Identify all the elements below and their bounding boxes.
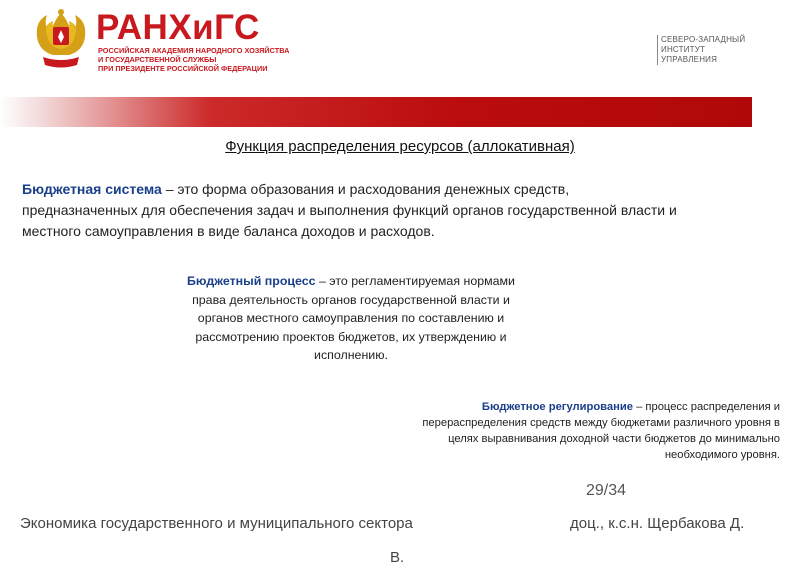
institute-line: УПРАВЛЕНИЯ: [661, 55, 718, 64]
institute-name: [657, 35, 745, 65]
logo-subtitle: [98, 46, 290, 73]
slide-title-text: Функция распределения ресурсов (аллокативная): [225, 138, 575, 155]
footer-author-continued: В.: [390, 549, 405, 566]
slide-title: [0, 138, 800, 155]
term-budget-regulation: Бюджетное регулирование: [481, 401, 633, 413]
term-budget-process: Бюджетный процесс: [187, 274, 316, 288]
budget-system-definition: [22, 179, 682, 242]
footer-course-name: Экономика государственного и муниципального сектора: [20, 515, 413, 532]
logo-subtitle-line: И ГОСУДАРСТВЕННОЙ СЛУЖБЫ: [98, 55, 217, 64]
logo-subtitle-line: РОССИЙСКАЯ АКАДЕМИЯ НАРОДНОГО ХОЗЯЙСТВА: [98, 46, 290, 55]
term-budget-system: Бюджетная система: [22, 181, 162, 197]
institute-line: ИНСТИТУТ: [661, 45, 706, 54]
definition-text: – это форма образования и расходования денежных средств, предназначенных для обеспечения задач и выполнения функций органов государственной власти и местного самоуправления в виде баланса доходов и расходов.: [22, 181, 677, 239]
logo-subtitle-line: ПРИ ПРЕЗИДЕНТЕ РОССИЙСКОЙ ФЕДЕРАЦИИ: [98, 64, 268, 73]
institute-line: СЕВЕРО-ЗАПАДНЫЙ: [661, 35, 746, 44]
budget-regulation-definition: [405, 399, 780, 463]
definition-text: – это регламентируемая нормами права деятельность органов государственной власти и органов местного самоуправления по составлению и рассмотрению проектов бюджетов, их утверждению и исполнению.: [192, 274, 515, 362]
academy-emblem-icon: [33, 7, 89, 73]
header-red-bar: [0, 97, 752, 127]
logo-title: РАНХиГС: [96, 8, 260, 47]
budget-process-definition: [180, 272, 522, 365]
page-number: 29/34: [586, 482, 627, 499]
footer-author: доц., к.с.н. Щербакова Д.: [570, 515, 745, 532]
definition-text: – процесс распределения и перераспределения средств между бюджетами различного уровня в целях выравнивания доходной части бюджетов до минимально необходимого уровня.: [422, 401, 780, 461]
